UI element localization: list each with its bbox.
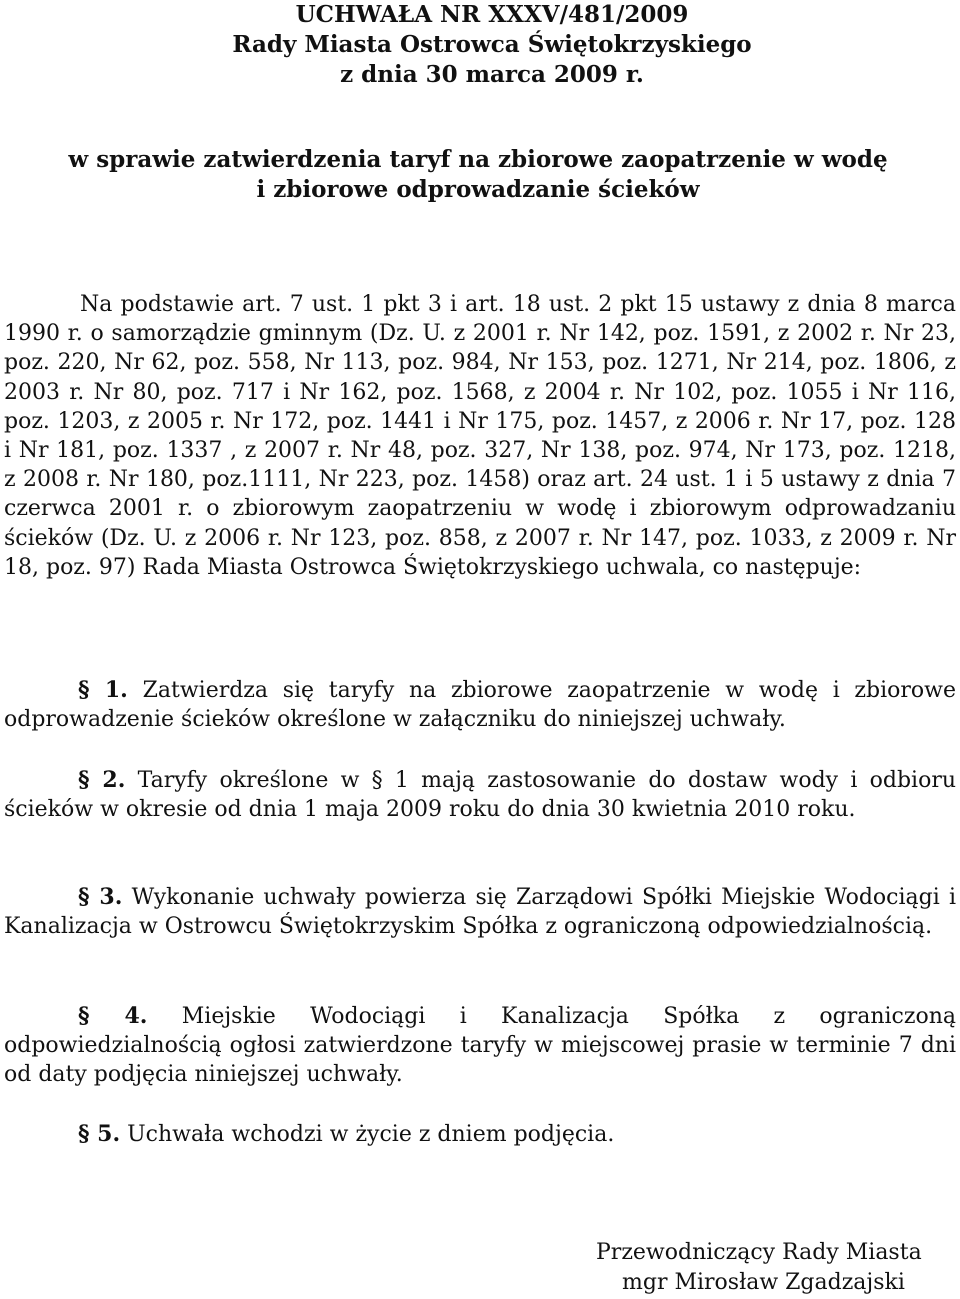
- resolution-number: UCHWAŁA NR XXXV/481/2009: [295, 1, 689, 28]
- section-3-text: Wykonanie uchwały powierza się Zarządowi Spółki Miejskie Wodociągi i Kanalizacja w Ostrowcu Świętokrzyskim Spółka z ograniczoną odpowiedzialnością.: [4, 885, 956, 940]
- section-5-text: Uchwała wchodzi w życie z dniem podjęcia.: [127, 1122, 615, 1147]
- section-4: [4, 1002, 956, 1090]
- section-3-number: § 3.: [78, 884, 123, 910]
- section-1-text: Zatwierdza się taryfy na zbiorowe zaopatrzenie w wodę i zbiorowe odprowadzenie ścieków określone w załączniku do niniejszej uchwały.: [4, 678, 956, 733]
- subject-line-1: w sprawie zatwierdzenia taryf na zbiorowe zaopatrzenie w wodę: [68, 146, 888, 173]
- section-5-number: § 5.: [78, 1121, 121, 1147]
- resolution-header: [0, 0, 960, 90]
- resolution-date: z dnia 30 marca 2009 r.: [340, 61, 644, 88]
- section-4-number: § 4.: [78, 1003, 148, 1029]
- section-3: [4, 883, 956, 941]
- section-2-text: Taryfy określone w § 1 mają zastosowanie do dostaw wody i odbioru ścieków w okresie od dnia 1 maja 2009 roku do dnia 30 kwietnia 2010 roku.: [4, 768, 957, 823]
- section-5: [4, 1120, 956, 1149]
- section-1: [4, 676, 956, 734]
- subject-line-2: i zbiorowe odprowadzanie ścieków: [256, 176, 700, 203]
- signature-block: [596, 1238, 956, 1298]
- signatory-title: Przewodniczący Rady Miasta: [596, 1240, 922, 1265]
- section-1-number: § 1.: [78, 677, 128, 703]
- resolution-subject: [0, 145, 960, 205]
- section-2-number: § 2.: [78, 767, 126, 793]
- signatory-name: mgr Mirosław Zgadzajski: [622, 1270, 905, 1295]
- section-4-text: Miejskie Wodociągi i Kanalizacja Spółka z ograniczoną odpowiedzialnością ogłosi zatwierdzone taryfy w miejscowej prasie w terminie 7 dni od daty podjęcia niniejszej uchwały.: [4, 1004, 956, 1088]
- section-2: [4, 766, 956, 824]
- issuing-body: Rady Miasta Ostrowca Świętokrzyskiego: [232, 31, 752, 58]
- legal-basis-paragraph: Na podstawie art. 7 ust. 1 pkt 3 i art. 18 ust. 2 pkt 15 ustawy z dnia 8 marca 1990 r. o samorządzie gminnym (Dz. U. z 2001 r. Nr 142, poz. 1591, z 2002 r. Nr 23, poz. 220, Nr 62, poz. 558, Nr 113, poz. 984, Nr 153, poz. 1271, Nr 214, poz. 1806, z 2003 r. Nr 80, poz. 717 i Nr 162, poz. 1568, z 2004 r. Nr 102, poz. 1055 i Nr 116, poz. 1203, z 2005 r. Nr 172, poz. 1441 i Nr 175, poz. 1457, z 2006 r. Nr 17, poz. 128 i Nr 181, poz. 1337 , z 2007 r. Nr 48, poz. 327, Nr 138, poz. 974, Nr 173, poz. 1218, z 2008 r. Nr 180, poz.1111, Nr 223, poz. 1458) oraz art. 24 ust. 1 i 5 ustawy z dnia 7 czerwca 2001 r. o zbiorowym zaopatrzeniu w wodę i zbiorowym odprowadzaniu ścieków (Dz. U. z 2006 r. Nr 123, poz. 858, z 2007 r. Nr 147, poz. 1033, z 2009 r. Nr 18, poz. 97) Rada Miasta Ostrowca Świętokrzyskiego uchwala, co następuje:: [4, 292, 956, 580]
